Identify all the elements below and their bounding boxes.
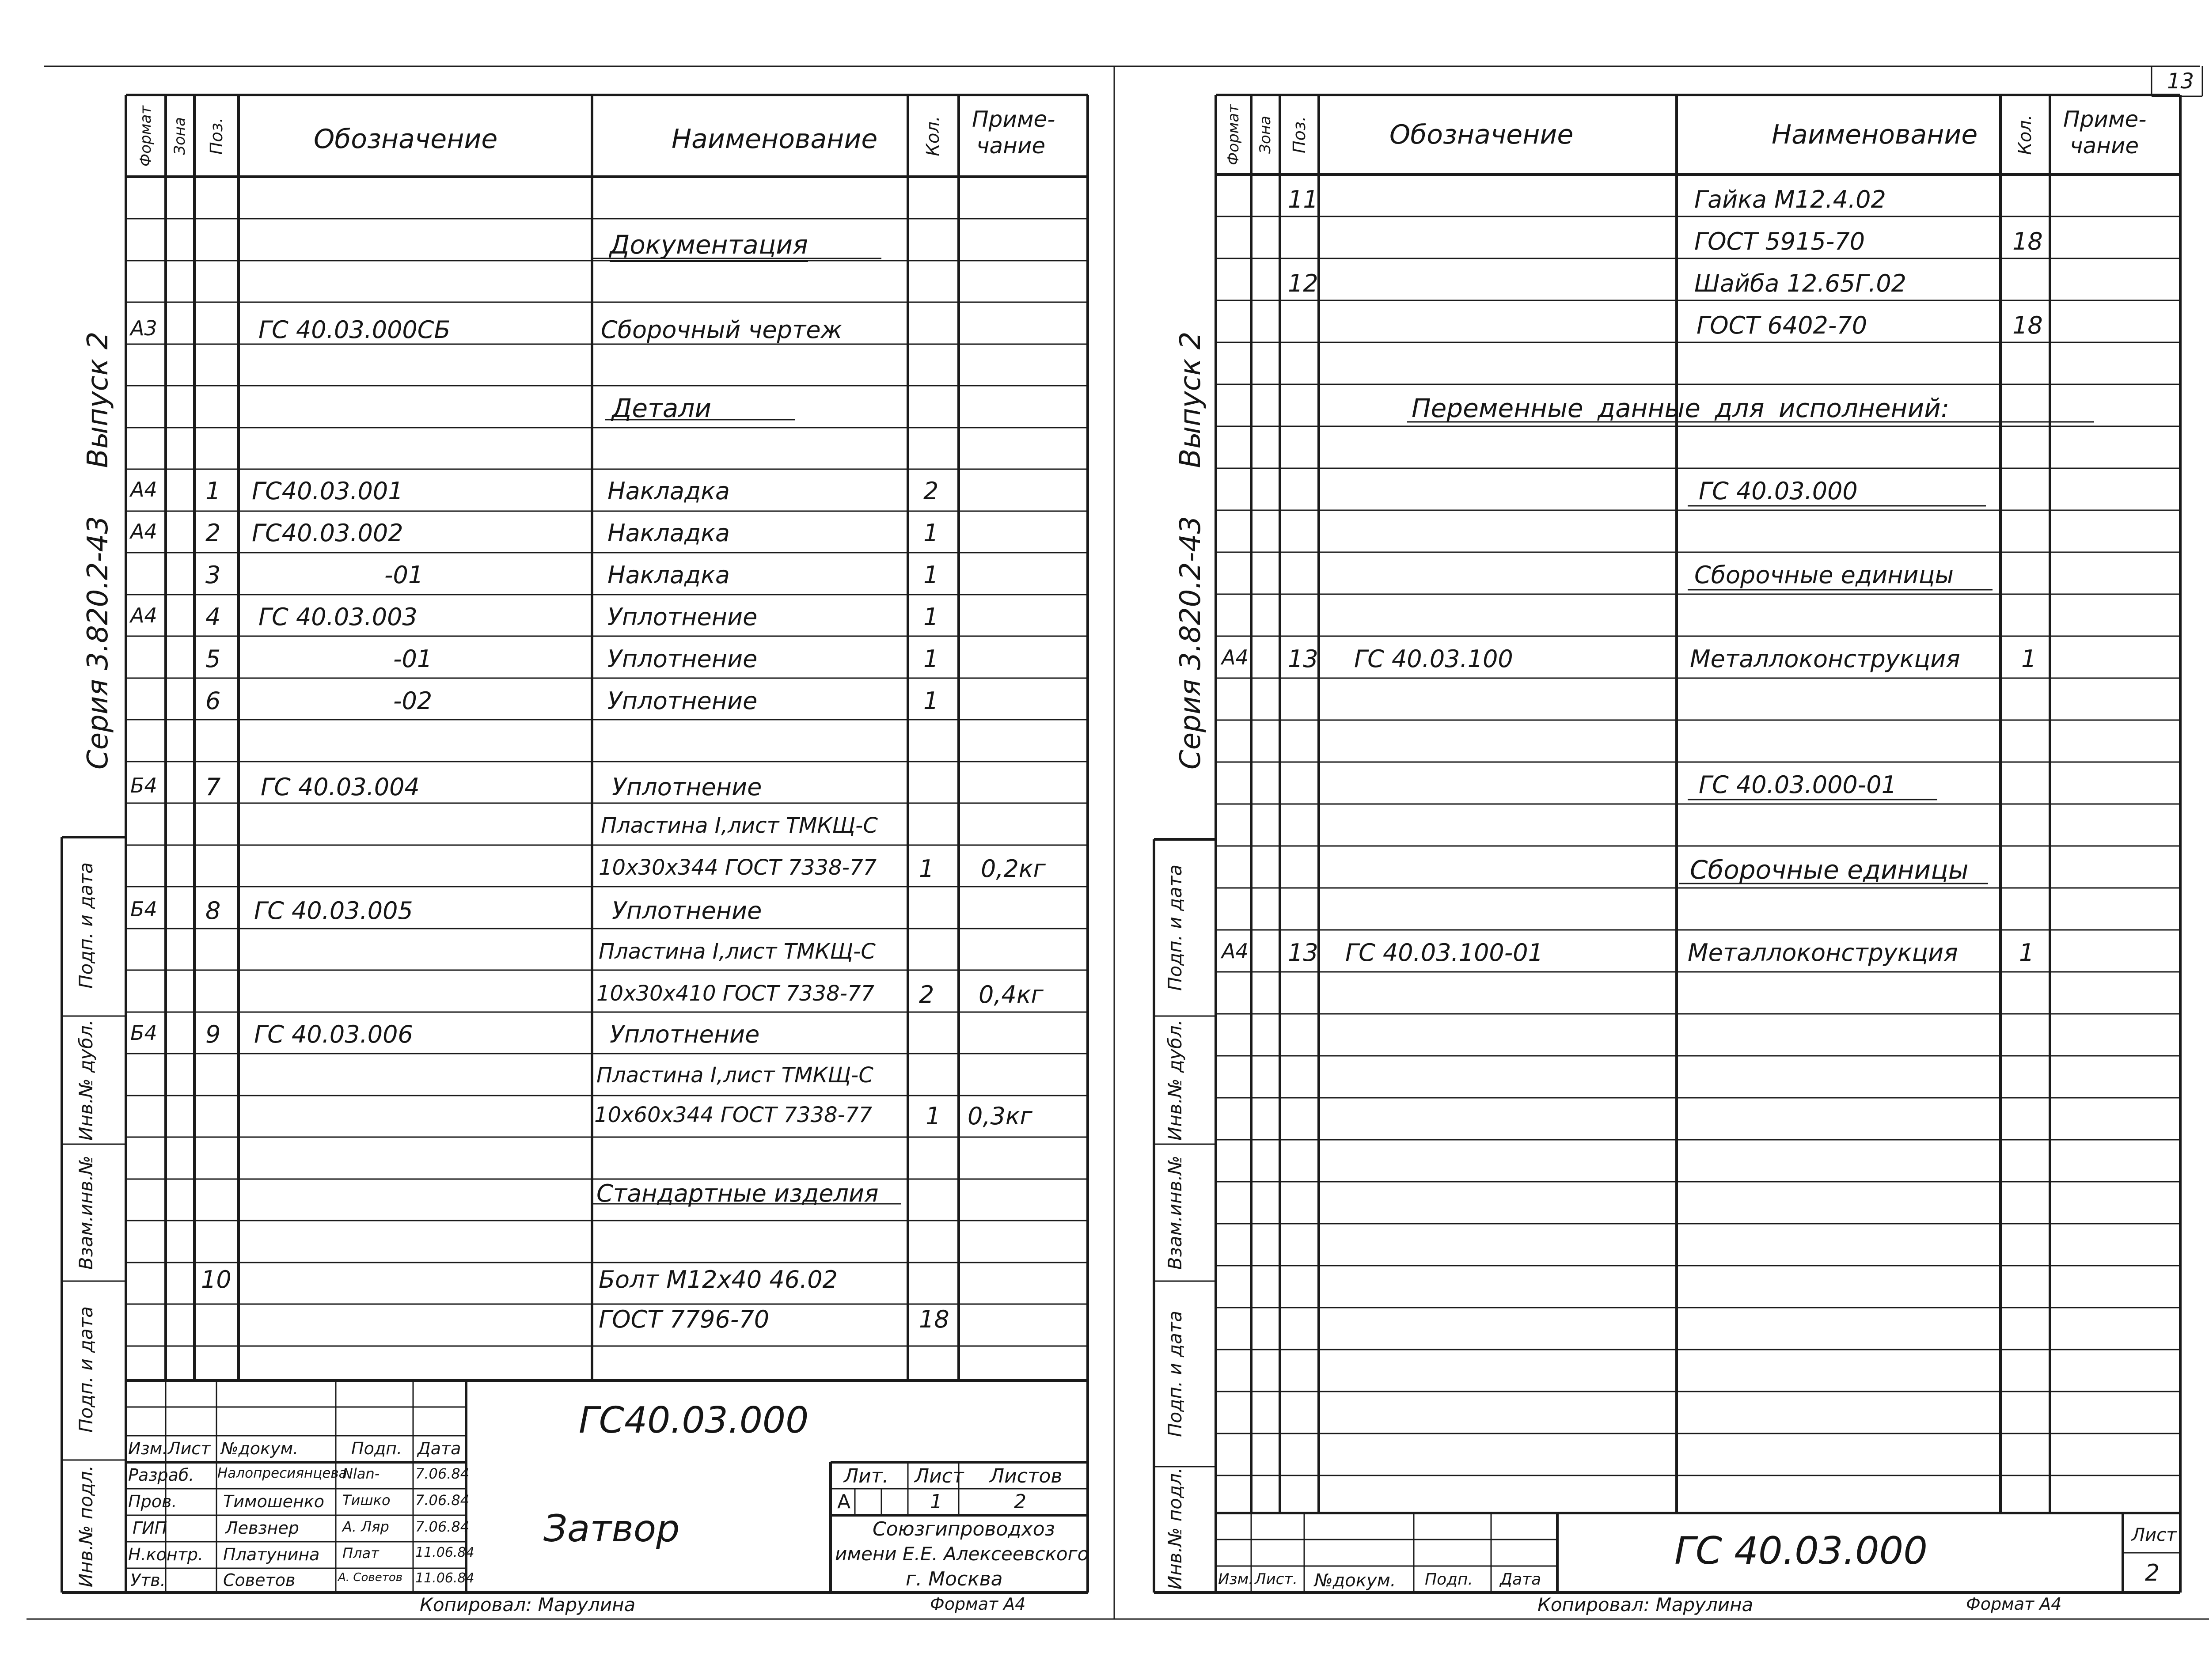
left-row-format: А3 bbox=[130, 316, 157, 340]
left-row-pos: 7 bbox=[205, 773, 221, 801]
left-signer-name: Левзнер bbox=[225, 1518, 299, 1538]
left-sheet-value: 1 bbox=[930, 1490, 942, 1513]
left-signer-sign: А. Ляр bbox=[342, 1518, 389, 1535]
right-header-designation: Обозначение bbox=[1389, 119, 1574, 150]
right-header-format: Формат bbox=[1225, 104, 1242, 165]
left-row-pos: 4 bbox=[205, 603, 221, 631]
left-row-name: Болт М12х40 46.02 bbox=[599, 1266, 838, 1293]
left-row-name: 10х30х344 ГОСТ 7338-77 bbox=[599, 855, 877, 880]
left-col-list: Лист bbox=[168, 1439, 211, 1458]
left-row-format: Б4 bbox=[130, 1021, 157, 1045]
left-header-name: Наименование bbox=[672, 124, 878, 155]
left-replace-inv-label: Взам.инв.№ bbox=[75, 1155, 97, 1270]
right-col-sign: Подп. bbox=[1425, 1570, 1473, 1589]
left-section-standard-items: Стандартные изделия bbox=[596, 1179, 879, 1207]
left-row-qty: 1 bbox=[919, 855, 934, 883]
right-col-date: Дата bbox=[1500, 1570, 1541, 1589]
right-col-doc-no: №докум. bbox=[1314, 1570, 1396, 1591]
right-row-qty: 1 bbox=[2021, 645, 2037, 673]
left-issue-label: Выпуск 2 bbox=[82, 331, 114, 468]
left-signer-sign: А. Советов bbox=[338, 1571, 403, 1584]
left-row-pos: 5 bbox=[205, 645, 221, 673]
left-row-designation: ГС 40.03.000СБ bbox=[258, 316, 451, 344]
right-row-name: Гайка М12.4.02 bbox=[1694, 186, 1886, 213]
left-row-name: Пластина I,лист ТМКЩ-С bbox=[596, 1063, 873, 1088]
right-sign-date-label: Подп. и дата bbox=[1164, 864, 1186, 991]
right-series-label: Серия 3.820.2-43 bbox=[1174, 516, 1207, 770]
left-signer-sign: Плат bbox=[342, 1545, 379, 1562]
left-col-izm: Изм. bbox=[128, 1439, 168, 1458]
left-lit-label: Лит. bbox=[844, 1465, 889, 1487]
right-section-assembly-units: Сборочные единицы bbox=[1690, 855, 1969, 885]
left-header-zone: Зона bbox=[171, 117, 189, 155]
right-footer-copied: Копировал: Марулина bbox=[1537, 1594, 1754, 1616]
left-header-note-2: чание bbox=[976, 133, 1046, 159]
left-row-pos: 1 bbox=[205, 477, 221, 505]
left-row-name: Сборочный чертеж bbox=[601, 316, 843, 344]
right-row-name: ГОСТ 5915-70 bbox=[1694, 228, 1865, 255]
right-col-izm: Изм. bbox=[1218, 1570, 1253, 1588]
left-row-pos: 8 bbox=[205, 897, 221, 925]
left-signer-role: Утв. bbox=[130, 1570, 166, 1590]
right-header-name: Наименование bbox=[1772, 119, 1978, 150]
left-row-name: Пластина I,лист ТМКЩ-С bbox=[599, 939, 876, 964]
right-row-name: Металлоконструкция bbox=[1690, 645, 1960, 673]
right-variant-01: ГС 40.03.000-01 bbox=[1699, 771, 1897, 799]
left-col-date: Дата bbox=[418, 1439, 461, 1458]
left-signer-role: Н.контр. bbox=[128, 1545, 204, 1564]
left-row-name: Накладка bbox=[607, 561, 730, 589]
left-footer-format: Формат А4 bbox=[930, 1594, 1026, 1614]
right-sign-date-label-2: Подп. и дата bbox=[1164, 1310, 1186, 1437]
left-signer-date: 7.06.84 bbox=[415, 1465, 470, 1482]
right-header-note-1: Приме- bbox=[2063, 106, 2147, 132]
left-footer-copied: Копировал: Марулина bbox=[420, 1594, 636, 1616]
left-row-designation: ГС 40.03.005 bbox=[254, 897, 413, 925]
left-signer-sign: Тишко bbox=[342, 1492, 391, 1509]
left-doc-code: ГС40.03.000 bbox=[579, 1399, 809, 1441]
left-row-qty: 1 bbox=[926, 1102, 941, 1130]
right-inv-orig-label: Инв.№ подл. bbox=[1164, 1467, 1186, 1590]
left-row-format: А4 bbox=[130, 603, 157, 627]
left-row-name: Пластина I,лист ТМКЩ-С bbox=[601, 813, 878, 838]
left-row-format: А4 bbox=[130, 520, 157, 543]
left-row-designation: ГС 40.03.004 bbox=[261, 773, 420, 801]
left-row-pos: 6 bbox=[205, 687, 221, 715]
left-row-qty: 2 bbox=[923, 477, 939, 505]
left-inv-dup-label: Инв.№ дубл. bbox=[75, 1019, 97, 1141]
page-number: 13 bbox=[2167, 69, 2194, 94]
left-sheet-label: Лист bbox=[915, 1465, 964, 1487]
left-org-line-2: имени Е.Е. Алексеевского bbox=[835, 1543, 1089, 1565]
right-row-name: Металлоконструкция bbox=[1688, 939, 1958, 967]
left-sign-date-label-2: Подп. и дата bbox=[75, 1306, 97, 1433]
right-row-pos: 13 bbox=[1288, 939, 1318, 967]
right-replace-inv-label: Взам.инв.№ bbox=[1164, 1155, 1186, 1270]
left-series-label: Серия 3.820.2-43 bbox=[82, 516, 114, 770]
left-row-format: Б4 bbox=[130, 897, 157, 921]
left-row-qty: 1 bbox=[923, 603, 939, 631]
left-row-name: Уплотнение bbox=[607, 687, 758, 715]
left-row-name: Уплотнение bbox=[610, 1020, 760, 1048]
left-signer-date: 11.06.84 bbox=[415, 1545, 474, 1560]
left-row-name: Уплотнение bbox=[607, 603, 758, 631]
right-section-assembly-units: Сборочные единицы bbox=[1694, 561, 1954, 589]
left-org-line-1: Союзгипроводхоз bbox=[873, 1518, 1055, 1540]
left-signer-date: 7.06.84 bbox=[415, 1518, 470, 1535]
right-row-name: Шайба 12.65Г.02 bbox=[1694, 269, 1907, 297]
right-doc-code: ГС 40.03.000 bbox=[1674, 1529, 1928, 1573]
left-col-doc-no: №докум. bbox=[221, 1439, 299, 1458]
left-row-designation: ГС40.03.002 bbox=[252, 519, 403, 547]
right-row-pos: 13 bbox=[1288, 645, 1318, 673]
left-row-qty: 1 bbox=[923, 519, 939, 547]
left-row-qty: 1 bbox=[923, 687, 939, 715]
right-row-qty: 18 bbox=[2012, 311, 2043, 339]
right-variant-heading: Переменные данные для исполнений: bbox=[1412, 393, 1950, 423]
left-header-format: Формат bbox=[137, 106, 155, 167]
right-header-note-2: чание bbox=[2070, 133, 2139, 159]
left-inv-orig-label: Инв.№ подл. bbox=[75, 1465, 97, 1588]
left-row-qty: 1 bbox=[923, 645, 939, 673]
left-row-pos: 3 bbox=[205, 561, 221, 589]
left-signer-name: Налопресиянцева bbox=[217, 1465, 347, 1481]
right-header-pos: Поз. bbox=[1290, 116, 1309, 154]
left-row-designation: ГС 40.03.003 bbox=[258, 603, 418, 631]
right-row-format: А4 bbox=[1222, 939, 1249, 963]
right-row-qty: 18 bbox=[2012, 228, 2043, 255]
right-col-list: Лист. bbox=[1255, 1570, 1298, 1588]
right-header-qty: Кол. bbox=[2015, 114, 2035, 155]
left-sheets-label: Листов bbox=[990, 1465, 1063, 1487]
right-sheet-label: Лист bbox=[2132, 1525, 2177, 1545]
left-col-sign: Подп. bbox=[351, 1439, 402, 1458]
left-row-note: 0,2кг bbox=[981, 855, 1046, 883]
left-signer-sign: Nlan- bbox=[342, 1465, 380, 1482]
left-row-note: 0,4кг bbox=[979, 981, 1044, 1009]
left-signer-role: Пров. bbox=[128, 1492, 177, 1511]
left-row-name: Уплотнение bbox=[612, 897, 762, 925]
left-header-qty: Кол. bbox=[923, 116, 943, 156]
left-row-qty: 18 bbox=[919, 1305, 949, 1333]
left-row-name: 10х30х410 ГОСТ 7338-77 bbox=[596, 981, 875, 1006]
left-section-documentation: Документация bbox=[610, 230, 808, 260]
left-row-designation: ГС40.03.001 bbox=[252, 477, 403, 505]
left-row-note: 0,3кг bbox=[968, 1102, 1032, 1130]
right-sheet-value: 2 bbox=[2145, 1560, 2160, 1586]
right-row-format: А4 bbox=[1222, 645, 1249, 669]
left-row-format: Б4 bbox=[130, 774, 157, 797]
left-row-name: 10х60х344 ГОСТ 7338-77 bbox=[594, 1103, 873, 1127]
left-row-pos: 2 bbox=[205, 519, 221, 547]
left-row-name: Накладка bbox=[607, 477, 730, 505]
left-row-designation: -01 bbox=[384, 561, 424, 589]
right-issue-label: Выпуск 2 bbox=[1174, 331, 1207, 468]
left-signer-role: Разраб. bbox=[128, 1465, 194, 1485]
left-row-designation: ГС 40.03.006 bbox=[254, 1020, 413, 1048]
left-header-designation: Обозначение bbox=[314, 124, 498, 155]
right-inv-dup-label: Инв.№ дубл. bbox=[1164, 1019, 1186, 1141]
left-sign-date-label: Подп. и дата bbox=[75, 862, 97, 989]
right-header-zone: Зона bbox=[1256, 116, 1274, 154]
left-row-name: Накладка bbox=[607, 519, 730, 547]
left-signer-date: 7.06.84 bbox=[415, 1492, 470, 1509]
left-header-note-1: Приме- bbox=[972, 106, 1055, 132]
left-header-pos: Поз. bbox=[207, 117, 226, 155]
left-row-name: Уплотнение bbox=[607, 645, 758, 673]
right-row-designation: ГС 40.03.100 bbox=[1354, 645, 1513, 673]
right-row-designation: ГС 40.03.100-01 bbox=[1345, 939, 1543, 967]
left-row-name: ГОСТ 7796-70 bbox=[599, 1305, 770, 1333]
right-row-name: ГОСТ 6402-70 bbox=[1697, 311, 1867, 339]
left-sheets-value: 2 bbox=[1014, 1490, 1026, 1513]
right-row-pos: 11 bbox=[1288, 186, 1318, 213]
right-row-pos: 12 bbox=[1288, 269, 1318, 297]
left-title: Затвор bbox=[543, 1507, 680, 1550]
left-row-pos: 10 bbox=[201, 1266, 232, 1293]
left-signer-role: ГИП bbox=[133, 1518, 167, 1538]
left-signer-date: 11.06.84 bbox=[415, 1570, 474, 1586]
right-footer-format: Формат А4 bbox=[1966, 1594, 2062, 1614]
left-lit-value: А bbox=[837, 1490, 851, 1513]
left-signer-name: Тимошенко bbox=[223, 1492, 325, 1511]
left-signer-name: Платунина bbox=[223, 1545, 320, 1564]
left-row-qty: 2 bbox=[919, 981, 934, 1009]
left-row-qty: 1 bbox=[923, 561, 939, 589]
left-signer-name: Советов bbox=[223, 1570, 296, 1590]
left-row-designation: -01 bbox=[393, 645, 433, 673]
right-row-qty: 1 bbox=[2019, 939, 2034, 967]
right-variant-base: ГС 40.03.000 bbox=[1699, 477, 1858, 505]
left-section-details: Детали bbox=[612, 393, 712, 423]
left-row-designation: -02 bbox=[393, 687, 433, 715]
left-row-name: Уплотнение bbox=[612, 773, 762, 801]
left-row-format: А4 bbox=[130, 478, 157, 501]
left-org-line-3: г. Москва bbox=[906, 1568, 1003, 1590]
left-row-pos: 9 bbox=[205, 1020, 221, 1048]
